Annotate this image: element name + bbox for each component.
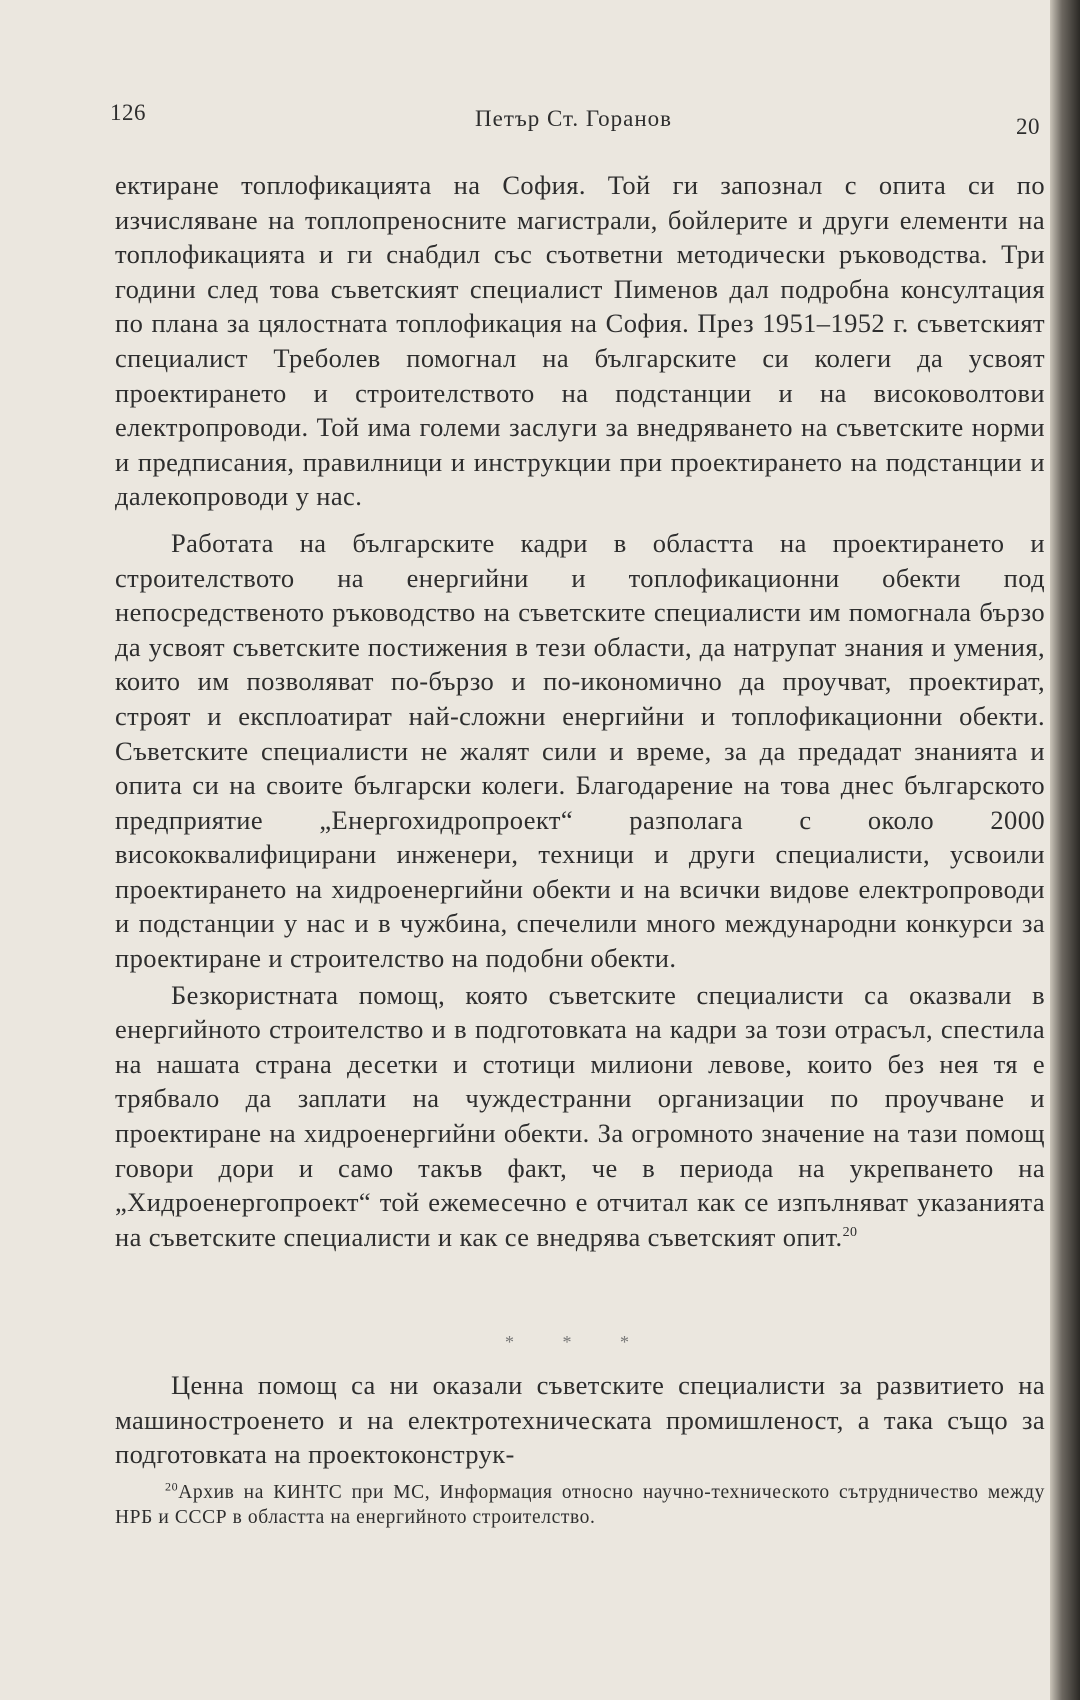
footnote-reference: 20	[842, 1224, 858, 1240]
footnote-entry	[115, 1480, 1045, 1530]
closing-text	[115, 1368, 1045, 1472]
section-break: * * *	[505, 1332, 651, 1352]
paragraph: Ценна помощ са ни оказали съветските специалисти за развитието на машиностроенето и на електротехническата промишленост, а така също за подготовката на проектоконструк-	[115, 1370, 1045, 1470]
book-spine-shadow	[1050, 0, 1080, 1700]
running-title: Петър Ст. Горанов	[475, 106, 673, 131]
section-number: 20	[1016, 114, 1040, 139]
paragraph	[115, 978, 1045, 1255]
paragraph-continued: ектиране топлофикацията на София. Той ги запознал с опита си по изчисляване на топлопреносните магистрали, бойлерите и други елементи на топлофикацията и ги снабдил със съответни методически ръководства. Три години след това съветският специалист Пименов дал подробна консултация по плана за цялостната топлофикация на София. През 1951–1952 г. съветският специалист Треболев помогнал на българските си колеги да усвоят проектирането и строителството на подстанции и на високоволтови електропроводи. Той има големи заслуги за внедряването на съветските норми и предписания, правилници и инструкции при проектирането на подстанции и далекопроводи у нас.	[115, 170, 1045, 512]
footnote	[115, 1480, 1045, 1530]
main-text	[115, 168, 1045, 1254]
paragraph-text: Безкористната помощ, която съветските специалисти са оказвали в енергийното строителство и в подготовката на кадри за този отрасъл, спестила на нашата страна десетки и стотици милиони левове, които без нея тя е трябвало да заплати на чуждестранни организации по проучване и проектиране на хидроенергийни обекти. За огромното значение на тази помощ говори дори и само такъв факт, че в периода на укрепването на „Хидроенергопроект“ той ежемесечно е отчитал как се изпълняват указанията на съветските специалисти и как се внедрява съветският опит.	[115, 979, 1045, 1252]
page-number: 126	[110, 100, 146, 125]
paragraph: Работата на българските кадри в областта на проектирането и строителството на енергийни и топлофикационни обекти под непосредственото ръководство на съветските специалисти им помогнала бързо да усвоят съветските постижения в тези области, да натрупат знания и умения, които им позволяват по-бързо и по-икономично да проучват, проектират, строят и експлоатират най-сложни енергийни и топлофикационни обекти. Съветските специалисти не жалят сили и време, за да предадат знанията и опита си на своите български колеги. Благодарение на това днес българското предприятие „Енергохидропроект“ разполага с около 2000 висококвалифицирани инженери, техници и други специалисти, усвоили проектирането на хидроенергийни обекти и на всички видове електропроводи и подстанции у нас и в чужбина, спечелили много международни конкурси за проектиране и строителство на подобни обекти.	[115, 527, 1045, 974]
page-header	[110, 100, 1045, 140]
footnote-marker: 20	[165, 1479, 179, 1494]
footnote-text: Архив на КИНТС при МС, Информация относно научно-техническото сътрудничество между НРБ и СССР в областта на енергийното строителство.	[115, 1482, 1045, 1528]
